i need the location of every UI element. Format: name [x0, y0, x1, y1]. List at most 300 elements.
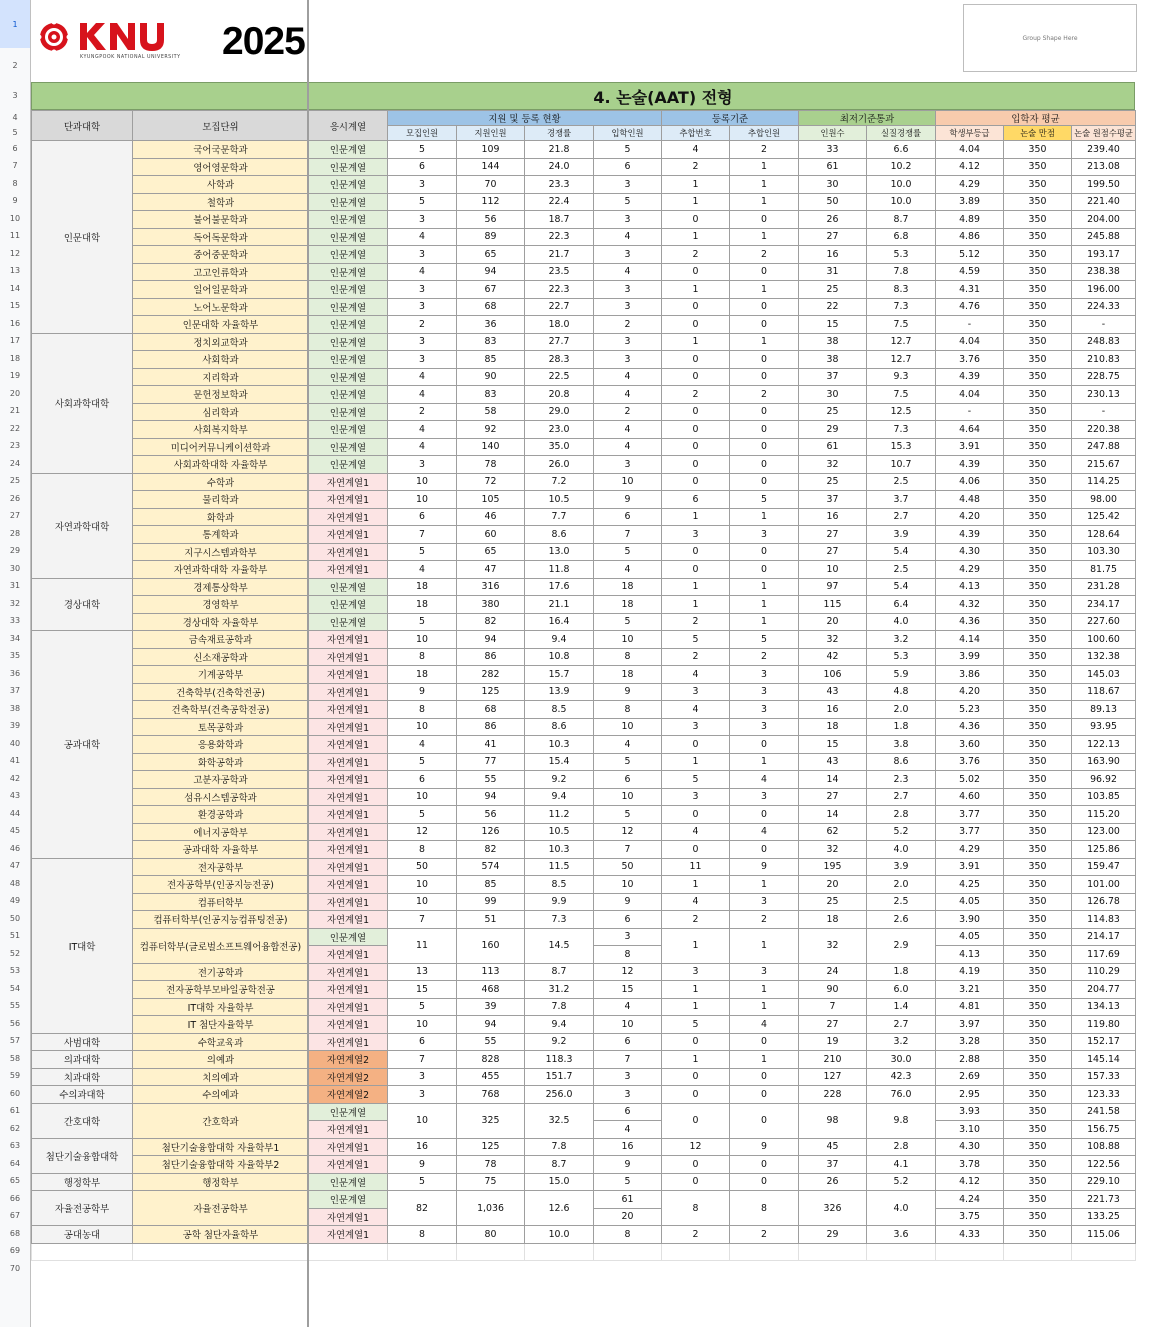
college-cell[interactable]: 경상대학 [32, 578, 133, 631]
unit-cell[interactable]: 정치외교학과 [133, 333, 309, 351]
max-score-cell[interactable]: 350 [1004, 578, 1072, 596]
recruit-cell[interactable]: 18 [388, 666, 457, 684]
admit-grade-cell[interactable]: 4.59 [936, 263, 1004, 281]
real-ratio-cell[interactable]: 5.3 [867, 246, 936, 264]
real-ratio-cell[interactable]: 5.4 [867, 543, 936, 561]
waitlist-no-cell[interactable]: 2 [662, 1226, 730, 1244]
avg-score-cell[interactable]: 196.00 [1072, 281, 1136, 299]
row-number[interactable]: 10 [9, 213, 21, 223]
ratio-cell[interactable]: 11.5 [525, 858, 594, 876]
max-score-cell[interactable]: 350 [1004, 298, 1072, 316]
header-group-admit[interactable]: 입학자 평균 [936, 111, 1136, 126]
applied-cell[interactable]: 112 [457, 193, 525, 211]
max-score-cell[interactable]: 350 [1004, 141, 1072, 159]
waitlist-cnt-cell[interactable]: 1 [730, 753, 799, 771]
ratio-cell[interactable]: 10.5 [525, 823, 594, 841]
recruit-cell[interactable]: 5 [388, 613, 457, 631]
waitlist-no-cell[interactable]: 1 [662, 928, 730, 963]
row-number[interactable]: 53 [9, 966, 21, 976]
enrolled-cell[interactable]: 3 [594, 298, 662, 316]
applied-cell[interactable]: 768 [457, 1086, 525, 1104]
unit-cell[interactable]: 일어일문학과 [133, 281, 309, 299]
max-score-cell[interactable]: 350 [1004, 1103, 1072, 1121]
ratio-cell[interactable]: 35.0 [525, 438, 594, 456]
unit-cell[interactable]: 철학과 [133, 193, 309, 211]
unit-cell[interactable]: 불어불문학과 [133, 211, 309, 229]
real-ratio-cell[interactable]: 10.0 [867, 176, 936, 194]
waitlist-no-cell[interactable]: 5 [662, 1016, 730, 1034]
row-number[interactable]: 27 [9, 511, 21, 521]
pass-cnt-cell[interactable]: 43 [799, 753, 867, 771]
pass-cnt-cell[interactable]: 18 [799, 911, 867, 929]
row-number[interactable]: 38 [9, 703, 21, 713]
admit-grade-cell[interactable]: 4.24 [936, 1191, 1004, 1209]
max-score-cell[interactable]: 350 [1004, 806, 1072, 824]
pass-cnt-cell[interactable]: 195 [799, 858, 867, 876]
waitlist-no-cell[interactable]: 5 [662, 771, 730, 789]
pass-cnt-cell[interactable]: 20 [799, 613, 867, 631]
max-score-cell[interactable]: 350 [1004, 211, 1072, 229]
recruit-cell[interactable]: 2 [388, 316, 457, 334]
applied-cell[interactable]: 113 [457, 963, 525, 981]
admit-grade-cell[interactable]: 4.20 [936, 683, 1004, 701]
waitlist-cnt-cell[interactable]: 0 [730, 1086, 799, 1104]
max-score-cell[interactable]: 350 [1004, 946, 1072, 964]
ratio-cell[interactable]: 24.0 [525, 158, 594, 176]
ratio-cell[interactable]: 22.7 [525, 298, 594, 316]
avg-score-cell[interactable]: 132.38 [1072, 648, 1136, 666]
row-number[interactable]: 69 [9, 1246, 21, 1256]
pass-cnt-cell[interactable]: 31 [799, 263, 867, 281]
ratio-cell[interactable]: 23.3 [525, 176, 594, 194]
row-number[interactable]: 59 [9, 1071, 21, 1081]
waitlist-cnt-cell[interactable]: 1 [730, 1051, 799, 1069]
pass-cnt-cell[interactable]: 32 [799, 456, 867, 474]
waitlist-cnt-cell[interactable]: 1 [730, 281, 799, 299]
avg-score-cell[interactable]: 133.25 [1072, 1208, 1136, 1226]
applied-cell[interactable]: 99 [457, 893, 525, 911]
ratio-cell[interactable]: 31.2 [525, 981, 594, 999]
unit-cell[interactable]: 화학과 [133, 508, 309, 526]
track-cell[interactable]: 인문계열 [309, 613, 388, 631]
enrolled-cell[interactable]: 8 [594, 946, 662, 964]
admit-grade-cell[interactable]: 4.19 [936, 963, 1004, 981]
track-cell[interactable]: 자연계열1 [309, 718, 388, 736]
avg-score-cell[interactable]: 215.67 [1072, 456, 1136, 474]
waitlist-no-cell[interactable]: 0 [662, 403, 730, 421]
unit-cell[interactable]: 건축학부(건축공학전공) [133, 701, 309, 719]
waitlist-cnt-cell[interactable]: 3 [730, 788, 799, 806]
unit-cell[interactable]: 전기공학과 [133, 963, 309, 981]
admit-grade-cell[interactable]: 4.04 [936, 141, 1004, 159]
real-ratio-cell[interactable]: 5.2 [867, 823, 936, 841]
waitlist-cnt-cell[interactable]: 2 [730, 911, 799, 929]
real-ratio-cell[interactable]: 2.5 [867, 893, 936, 911]
recruit-cell[interactable]: 5 [388, 543, 457, 561]
track-cell[interactable]: 자연계열1 [309, 701, 388, 719]
pass-cnt-cell[interactable]: 228 [799, 1086, 867, 1104]
unit-cell[interactable]: 물리학과 [133, 491, 309, 509]
max-score-cell[interactable]: 350 [1004, 561, 1072, 579]
waitlist-cnt-cell[interactable]: 0 [730, 456, 799, 474]
row-number[interactable]: 62 [9, 1123, 21, 1133]
waitlist-no-cell[interactable]: 0 [662, 1156, 730, 1174]
enrolled-cell[interactable]: 3 [594, 246, 662, 264]
avg-score-cell[interactable]: 213.08 [1072, 158, 1136, 176]
avg-score-cell[interactable]: 221.40 [1072, 193, 1136, 211]
row-number[interactable]: 68 [9, 1228, 21, 1238]
pass-cnt-cell[interactable]: 32 [799, 928, 867, 963]
admit-grade-cell[interactable]: 4.29 [936, 561, 1004, 579]
unit-cell[interactable]: 인문대학 자율학부 [133, 316, 309, 334]
row-number[interactable]: 52 [9, 948, 21, 958]
applied-cell[interactable]: 144 [457, 158, 525, 176]
waitlist-no-cell[interactable]: 2 [662, 911, 730, 929]
recruit-cell[interactable]: 5 [388, 141, 457, 159]
header-group-register[interactable]: 등록기준 [662, 111, 799, 126]
track-cell[interactable]: 인문계열 [309, 351, 388, 369]
track-cell[interactable]: 자연계열1 [309, 963, 388, 981]
pass-cnt-cell[interactable]: 15 [799, 736, 867, 754]
row-number[interactable]: 41 [9, 756, 21, 766]
row-number[interactable]: 22 [9, 423, 21, 433]
unit-cell[interactable]: 경영학부 [133, 596, 309, 614]
waitlist-cnt-cell[interactable]: 3 [730, 893, 799, 911]
recruit-cell[interactable]: 7 [388, 911, 457, 929]
waitlist-no-cell[interactable]: 0 [662, 1033, 730, 1051]
admit-grade-cell[interactable]: 3.76 [936, 753, 1004, 771]
applied-cell[interactable]: 56 [457, 806, 525, 824]
waitlist-cnt-cell[interactable]: 1 [730, 613, 799, 631]
ratio-cell[interactable]: 11.2 [525, 806, 594, 824]
recruit-cell[interactable]: 6 [388, 158, 457, 176]
applied-cell[interactable]: 55 [457, 1033, 525, 1051]
waitlist-no-cell[interactable]: 6 [662, 491, 730, 509]
recruit-cell[interactable]: 6 [388, 508, 457, 526]
pass-cnt-cell[interactable]: 61 [799, 438, 867, 456]
real-ratio-cell[interactable]: 12.7 [867, 351, 936, 369]
waitlist-cnt-cell[interactable]: 4 [730, 823, 799, 841]
ratio-cell[interactable]: 7.2 [525, 473, 594, 491]
real-ratio-cell[interactable]: 10.2 [867, 158, 936, 176]
enrolled-cell[interactable]: 7 [594, 1051, 662, 1069]
ratio-cell[interactable]: 8.7 [525, 963, 594, 981]
avg-score-cell[interactable]: 229.10 [1072, 1173, 1136, 1191]
waitlist-no-cell[interactable]: 4 [662, 141, 730, 159]
pass-cnt-cell[interactable]: 10 [799, 561, 867, 579]
real-ratio-cell[interactable]: 30.0 [867, 1051, 936, 1069]
unit-cell[interactable]: 신소재공학과 [133, 648, 309, 666]
max-score-cell[interactable]: 350 [1004, 263, 1072, 281]
pass-cnt-cell[interactable]: 37 [799, 1156, 867, 1174]
ratio-cell[interactable]: 10.8 [525, 648, 594, 666]
avg-score-cell[interactable]: 128.64 [1072, 526, 1136, 544]
applied-cell[interactable]: 56 [457, 211, 525, 229]
waitlist-no-cell[interactable]: 0 [662, 316, 730, 334]
row-number[interactable]: 19 [9, 371, 21, 381]
waitlist-cnt-cell[interactable]: 1 [730, 981, 799, 999]
waitlist-cnt-cell[interactable]: 0 [730, 421, 799, 439]
enrolled-cell[interactable]: 6 [594, 1033, 662, 1051]
empty-cell[interactable] [594, 1243, 662, 1261]
avg-score-cell[interactable]: 224.33 [1072, 298, 1136, 316]
ratio-cell[interactable]: 21.7 [525, 246, 594, 264]
track-cell[interactable]: 인문계열 [309, 1173, 388, 1191]
row-number[interactable]: 42 [9, 773, 21, 783]
track-cell[interactable]: 자연계열1 [309, 946, 388, 964]
waitlist-cnt-cell[interactable]: 3 [730, 683, 799, 701]
max-score-cell[interactable]: 350 [1004, 386, 1072, 404]
real-ratio-cell[interactable]: 7.5 [867, 316, 936, 334]
waitlist-cnt-cell[interactable]: 0 [730, 1068, 799, 1086]
waitlist-cnt-cell[interactable]: 1 [730, 333, 799, 351]
real-ratio-cell[interactable]: 3.7 [867, 491, 936, 509]
header-group-support[interactable]: 지원 및 등록 현황 [388, 111, 662, 126]
track-cell[interactable]: 자연계열1 [309, 683, 388, 701]
pass-cnt-cell[interactable]: 37 [799, 368, 867, 386]
row-number[interactable]: 44 [9, 808, 21, 818]
admit-grade-cell[interactable]: 4.81 [936, 998, 1004, 1016]
max-score-cell[interactable]: 350 [1004, 368, 1072, 386]
recruit-cell[interactable]: 4 [388, 561, 457, 579]
waitlist-cnt-cell[interactable]: 5 [730, 631, 799, 649]
avg-score-cell[interactable]: 118.67 [1072, 683, 1136, 701]
waitlist-no-cell[interactable]: 2 [662, 648, 730, 666]
unit-cell[interactable]: 사회학과 [133, 351, 309, 369]
enrolled-cell[interactable]: 4 [594, 421, 662, 439]
applied-cell[interactable]: 80 [457, 1226, 525, 1244]
recruit-cell[interactable]: 7 [388, 526, 457, 544]
max-score-cell[interactable]: 350 [1004, 1226, 1072, 1244]
ratio-cell[interactable]: 9.2 [525, 771, 594, 789]
admit-grade-cell[interactable]: 3.76 [936, 351, 1004, 369]
applied-cell[interactable]: 58 [457, 403, 525, 421]
admit-grade-cell[interactable]: 4.13 [936, 578, 1004, 596]
real-ratio-cell[interactable]: 12.7 [867, 333, 936, 351]
unit-cell[interactable]: 전자공학부모바일공학전공 [133, 981, 309, 999]
applied-cell[interactable]: 94 [457, 263, 525, 281]
pass-cnt-cell[interactable]: 38 [799, 333, 867, 351]
waitlist-cnt-cell[interactable]: 2 [730, 1226, 799, 1244]
college-cell[interactable]: 첨단기술융합대학 [32, 1138, 133, 1173]
pass-cnt-cell[interactable]: 97 [799, 578, 867, 596]
applied-cell[interactable]: 574 [457, 858, 525, 876]
enrolled-cell[interactable]: 10 [594, 788, 662, 806]
admit-grade-cell[interactable]: 4.33 [936, 1226, 1004, 1244]
pass-cnt-cell[interactable]: 106 [799, 666, 867, 684]
track-cell[interactable]: 자연계열1 [309, 508, 388, 526]
enrolled-cell[interactable]: 4 [594, 368, 662, 386]
admit-grade-cell[interactable]: 2.69 [936, 1068, 1004, 1086]
recruit-cell[interactable]: 15 [388, 981, 457, 999]
waitlist-cnt-cell[interactable]: 2 [730, 386, 799, 404]
unit-cell[interactable]: 컴퓨터학부 [133, 893, 309, 911]
avg-score-cell[interactable]: 199.50 [1072, 176, 1136, 194]
avg-score-cell[interactable]: 204.77 [1072, 981, 1136, 999]
track-cell[interactable]: 자연계열1 [309, 981, 388, 999]
admit-grade-cell[interactable]: 2.88 [936, 1051, 1004, 1069]
recruit-cell[interactable]: 10 [388, 1016, 457, 1034]
header-admit-grade[interactable]: 학생부등급 [936, 126, 1004, 141]
recruit-cell[interactable]: 8 [388, 648, 457, 666]
max-score-cell[interactable]: 350 [1004, 316, 1072, 334]
waitlist-no-cell[interactable]: 1 [662, 578, 730, 596]
waitlist-no-cell[interactable]: 5 [662, 631, 730, 649]
track-cell[interactable]: 자연계열1 [309, 841, 388, 859]
recruit-cell[interactable]: 10 [388, 473, 457, 491]
max-score-cell[interactable]: 350 [1004, 1191, 1072, 1209]
enrolled-cell[interactable]: 5 [594, 543, 662, 561]
header-group-minimum[interactable]: 최저기준통과 [799, 111, 936, 126]
unit-cell[interactable]: 전자공학부 [133, 858, 309, 876]
admit-grade-cell[interactable]: 4.20 [936, 508, 1004, 526]
row-number[interactable]: 2 [12, 61, 18, 70]
track-cell[interactable]: 인문계열 [309, 263, 388, 281]
avg-score-cell[interactable]: 134.13 [1072, 998, 1136, 1016]
unit-cell[interactable]: 토목공학과 [133, 718, 309, 736]
empty-cell[interactable] [388, 1243, 457, 1261]
enrolled-cell[interactable]: 3 [594, 1086, 662, 1104]
unit-cell[interactable]: 의예과 [133, 1051, 309, 1069]
max-score-cell[interactable]: 350 [1004, 788, 1072, 806]
applied-cell[interactable]: 828 [457, 1051, 525, 1069]
applied-cell[interactable]: 468 [457, 981, 525, 999]
avg-score-cell[interactable]: 193.17 [1072, 246, 1136, 264]
avg-score-cell[interactable]: 114.83 [1072, 911, 1136, 929]
applied-cell[interactable]: 94 [457, 631, 525, 649]
enrolled-cell[interactable]: 20 [594, 1208, 662, 1226]
max-score-cell[interactable]: 350 [1004, 736, 1072, 754]
ratio-cell[interactable]: 8.6 [525, 526, 594, 544]
enrolled-cell[interactable]: 4 [594, 736, 662, 754]
max-score-cell[interactable]: 350 [1004, 718, 1072, 736]
max-score-cell[interactable]: 350 [1004, 666, 1072, 684]
header-recruit[interactable]: 모집인원 [388, 126, 457, 141]
pass-cnt-cell[interactable]: 24 [799, 963, 867, 981]
pass-cnt-cell[interactable]: 115 [799, 596, 867, 614]
ratio-cell[interactable]: 23.5 [525, 263, 594, 281]
waitlist-cnt-cell[interactable]: 3 [730, 718, 799, 736]
pass-cnt-cell[interactable]: 42 [799, 648, 867, 666]
max-score-cell[interactable]: 350 [1004, 893, 1072, 911]
max-score-cell[interactable]: 350 [1004, 841, 1072, 859]
recruit-cell[interactable]: 8 [388, 1226, 457, 1244]
track-cell[interactable]: 인문계열 [309, 246, 388, 264]
max-score-cell[interactable]: 350 [1004, 1138, 1072, 1156]
admit-grade-cell[interactable]: 4.12 [936, 1173, 1004, 1191]
max-score-cell[interactable]: 350 [1004, 1208, 1072, 1226]
waitlist-no-cell[interactable]: 0 [662, 298, 730, 316]
admit-grade-cell[interactable]: 3.75 [936, 1208, 1004, 1226]
row-number[interactable]: 25 [9, 476, 21, 486]
header-real-ratio[interactable]: 실질경쟁률 [867, 126, 936, 141]
row-number[interactable]: 58 [9, 1053, 21, 1063]
applied-cell[interactable]: 60 [457, 526, 525, 544]
ratio-cell[interactable]: 8.5 [525, 876, 594, 894]
max-score-cell[interactable]: 350 [1004, 491, 1072, 509]
max-score-cell[interactable]: 350 [1004, 158, 1072, 176]
waitlist-no-cell[interactable]: 2 [662, 386, 730, 404]
track-cell[interactable]: 자연계열1 [309, 543, 388, 561]
row-number[interactable]: 51 [9, 931, 21, 941]
enrolled-cell[interactable]: 6 [594, 158, 662, 176]
waitlist-cnt-cell[interactable]: 1 [730, 228, 799, 246]
avg-score-cell[interactable]: 145.03 [1072, 666, 1136, 684]
admit-grade-cell[interactable]: 4.32 [936, 596, 1004, 614]
avg-score-cell[interactable]: 227.60 [1072, 613, 1136, 631]
recruit-cell[interactable]: 4 [388, 228, 457, 246]
pass-cnt-cell[interactable]: 32 [799, 841, 867, 859]
row-number[interactable]: 7 [12, 161, 18, 171]
unit-cell[interactable]: 첨단기술융합대학 자율학부1 [133, 1138, 309, 1156]
unit-cell[interactable]: 섬유시스템공학과 [133, 788, 309, 806]
waitlist-cnt-cell[interactable]: 0 [730, 403, 799, 421]
waitlist-no-cell[interactable]: 0 [662, 841, 730, 859]
avg-score-cell[interactable]: 119.80 [1072, 1016, 1136, 1034]
waitlist-cnt-cell[interactable]: 0 [730, 1103, 799, 1138]
track-cell[interactable]: 인문계열 [309, 456, 388, 474]
applied-cell[interactable]: 90 [457, 368, 525, 386]
recruit-cell[interactable]: 4 [388, 263, 457, 281]
avg-score-cell[interactable]: 117.69 [1072, 946, 1136, 964]
enrolled-cell[interactable]: 9 [594, 683, 662, 701]
waitlist-no-cell[interactable]: 1 [662, 876, 730, 894]
waitlist-cnt-cell[interactable]: 0 [730, 211, 799, 229]
pass-cnt-cell[interactable]: 45 [799, 1138, 867, 1156]
real-ratio-cell[interactable]: 5.3 [867, 648, 936, 666]
waitlist-cnt-cell[interactable]: 0 [730, 841, 799, 859]
recruit-cell[interactable]: 3 [388, 298, 457, 316]
unit-cell[interactable]: 컴퓨터학부(글로벌소프트웨어융합전공) [133, 928, 309, 963]
real-ratio-cell[interactable]: 7.5 [867, 386, 936, 404]
row-number[interactable]: 64 [9, 1158, 21, 1168]
unit-cell[interactable]: 공학 첨단자율학부 [133, 1226, 309, 1244]
recruit-cell[interactable]: 12 [388, 823, 457, 841]
recruit-cell[interactable]: 6 [388, 1033, 457, 1051]
empty-cell[interactable] [1004, 1243, 1072, 1261]
ratio-cell[interactable]: 13.9 [525, 683, 594, 701]
admit-grade-cell[interactable]: 5.23 [936, 701, 1004, 719]
waitlist-no-cell[interactable]: 1 [662, 998, 730, 1016]
admit-grade-cell[interactable]: 4.36 [936, 718, 1004, 736]
college-cell[interactable]: 간호대학 [32, 1103, 133, 1138]
recruit-cell[interactable]: 7 [388, 1051, 457, 1069]
admit-grade-cell[interactable]: 3.77 [936, 823, 1004, 841]
header-waitlist-cnt[interactable]: 추합인원 [730, 126, 799, 141]
recruit-cell[interactable]: 82 [388, 1191, 457, 1226]
row-number[interactable]: 39 [9, 721, 21, 731]
unit-cell[interactable]: 노어노문학과 [133, 298, 309, 316]
pass-cnt-cell[interactable]: 15 [799, 316, 867, 334]
row-number[interactable]: 31 [9, 581, 21, 591]
ratio-cell[interactable]: 9.4 [525, 631, 594, 649]
row-number[interactable]: 57 [9, 1036, 21, 1046]
waitlist-cnt-cell[interactable]: 9 [730, 1138, 799, 1156]
recruit-cell[interactable]: 3 [388, 281, 457, 299]
pass-cnt-cell[interactable]: 32 [799, 631, 867, 649]
real-ratio-cell[interactable]: 4.0 [867, 841, 936, 859]
unit-cell[interactable]: 통계학과 [133, 526, 309, 544]
ratio-cell[interactable]: 10.5 [525, 491, 594, 509]
admit-grade-cell[interactable]: 4.30 [936, 1138, 1004, 1156]
track-cell[interactable]: 인문계열 [309, 421, 388, 439]
pass-cnt-cell[interactable]: 26 [799, 211, 867, 229]
track-cell[interactable]: 인문계열 [309, 281, 388, 299]
row-number[interactable]: 66 [9, 1193, 21, 1203]
college-cell[interactable]: 수의과대학 [32, 1086, 133, 1104]
applied-cell[interactable]: 47 [457, 561, 525, 579]
max-score-cell[interactable]: 350 [1004, 403, 1072, 421]
